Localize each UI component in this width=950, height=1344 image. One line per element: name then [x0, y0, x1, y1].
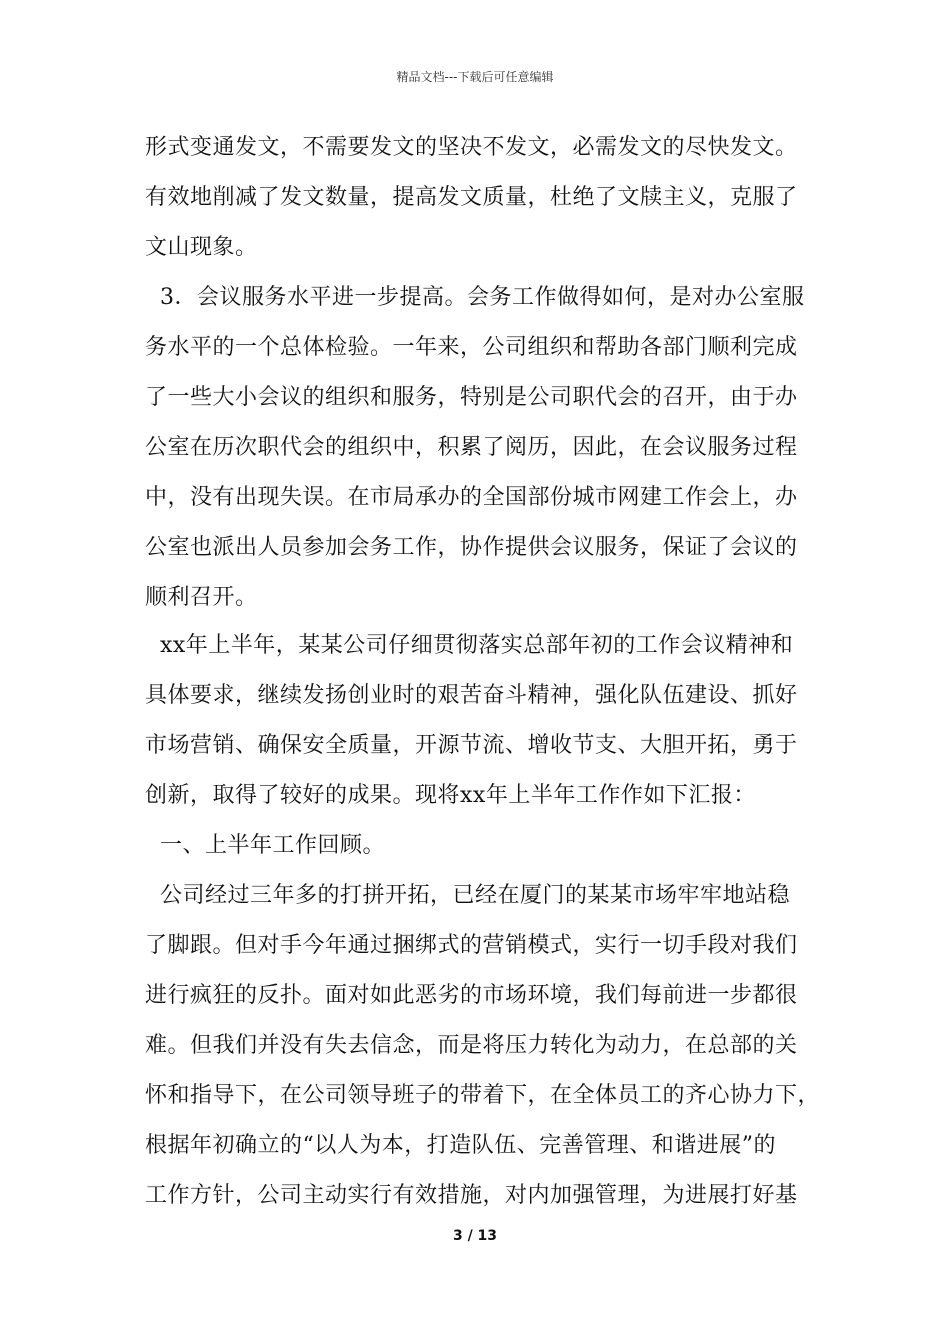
body-line: 具体要求，继续发扬创业时的艰苦奋斗精神，强化队伍建设、抓好 [145, 683, 798, 708]
body-line: 公室也派出人员参加会务工作，协作提供会议服务，保证了会议的 [145, 535, 798, 560]
body-line: 顺利召开。 [145, 585, 258, 610]
page-number: 3 / 13 [452, 1228, 498, 1244]
body-line: 中，没有出现失误。在市局承办的全国部份城市网建工作会上，办 [145, 485, 798, 510]
body-line: xx年上半年，某某公司仔细贯彻落实总部年初的工作会议精神和 [145, 633, 794, 658]
body-line: 一、上半年工作回顾。 [145, 833, 385, 858]
body-line: 有效地削减了发文数量，提高发文质量，杜绝了文牍主义，克服了 [145, 185, 798, 210]
body-line: 公司经过三年多的打拼开拓，已经在厦门的某某市场牢牢地站稳 [145, 883, 790, 908]
body-line: 市场营销、确保安全质量，开源节流、增收节支、大胆开拓，勇于 [145, 733, 798, 758]
body-line: 3．会议服务水平进一步提高。会务工作做得如何，是对办公室服 [145, 285, 805, 310]
body-line: 工作方针，公司主动实行有效措施，对内加强管理，为进展打好基 [145, 1183, 798, 1208]
body-line: 了脚跟。但对手今年通过捆绑式的营销模式，实行一切手段对我们 [145, 933, 798, 958]
body-line: 形式变通发文，不需要发文的坚决不发文，必需发文的尽快发文。 [145, 135, 798, 160]
page-header: 精品文档---下载后可任意编辑 [396, 70, 554, 84]
body-line: 难。但我们并没有失去信念，而是将压力转化为动力，在总部的关 [145, 1033, 798, 1058]
body-line: 根据年初确立的“以人为本，打造队伍、完善管理、和谐进展”的 [145, 1133, 776, 1158]
body-line: 文山现象。 [145, 235, 258, 260]
body-line: 进行疯狂的反扑。面对如此恶劣的市场环境，我们每前进一步都很 [145, 983, 798, 1008]
body-line: 怀和指导下，在公司领导班子的带着下，在全体员工的齐心协力下， [145, 1083, 821, 1108]
body-line: 了一些大小会议的组织和服务，特别是公司职代会的召开，由于办 [145, 385, 798, 410]
body-line: 创新，取得了较好的成果。现将xx年上半年工作作如下汇报： [145, 783, 756, 808]
body-line: 公室在历次职代会的组织中，积累了阅历，因此，在会议服务过程 [145, 435, 798, 460]
body-line: 务水平的一个总体检验。一年来，公司组织和帮助各部门顺利完成 [145, 335, 798, 360]
